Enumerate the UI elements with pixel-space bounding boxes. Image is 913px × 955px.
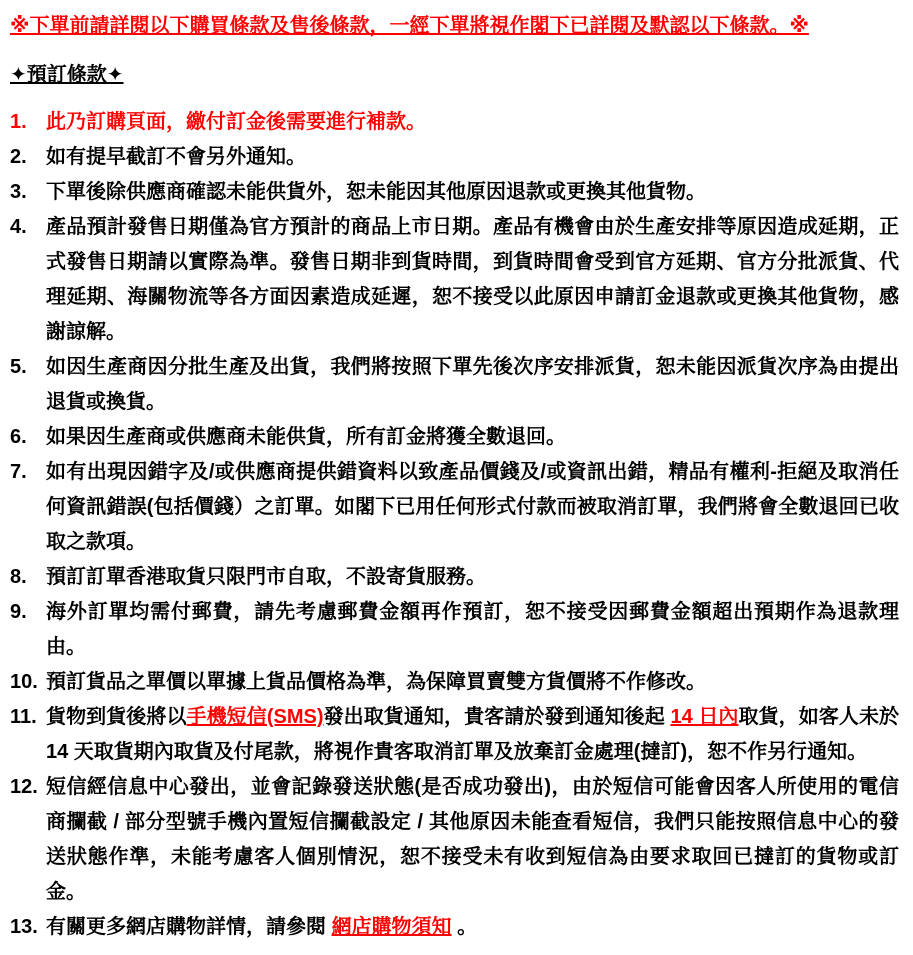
term-item-10 bbox=[10, 665, 899, 700]
term-item-8 bbox=[10, 560, 899, 595]
term-item-6 bbox=[10, 420, 899, 455]
term-item-3 bbox=[10, 175, 899, 210]
term-number: 10. bbox=[10, 671, 38, 693]
term-text: 產品預計發售日期僅為官方預計的商品上市日期。產品有機會由於生產安排等原因造成延期，正式發售日期請以實際為準。發售日期非到貨時間，到貨時間會受到官方延期、官方分批派貨、代理延期、海關物流等各方面因素造成延遲，恕不接受以此原因申請訂金退款或更換其他貨物，感謝諒解。 bbox=[46, 216, 899, 343]
term-item-11 bbox=[10, 700, 899, 770]
term-text: 下單後除供應商確認未能供貨外，恕未能因其他原因退款或更換其他貨物。 bbox=[46, 181, 706, 203]
term-item-12 bbox=[10, 770, 899, 910]
text-segment: 取貨，如客人未於 14 天取貨期內取貨及付尾款，將視作貴客取消訂單及放棄訂金處理(撻訂)，恕不作另行通知。 bbox=[46, 706, 900, 763]
term-number: 12. bbox=[10, 776, 38, 798]
term-number: 9. bbox=[10, 601, 27, 623]
text-segment: 發出取貨通知，貴客請於發到通知後起 bbox=[323, 706, 671, 728]
term-number: 1. bbox=[10, 111, 27, 133]
term-number: 2. bbox=[10, 146, 27, 168]
term-text: 海外訂單均需付郵費，請先考慮郵費金額再作預訂，恕不接受因郵費金額超出預期作為退款理由。 bbox=[46, 601, 899, 658]
term-number: 11. bbox=[10, 706, 37, 728]
term-item-2 bbox=[10, 140, 899, 175]
term-text: 如有出現因錯字及/或供應商提供錯資料以致產品價錢及/或資訊出錯，精品有權利-拒絕及取消任何資訊錯誤(包括價錢）之訂單。如閣下已用任何形式付款而被取消訂單，我們將會全數退回已收取之款項。 bbox=[46, 461, 899, 553]
sms-notice-emphasis: 手機短信(SMS) bbox=[186, 706, 324, 728]
term-text: 如因生產商因分批生產及出貨，我們將按照下單先後次序安排派貨，恕未能因派貨次序為由提出退貨或換貨。 bbox=[46, 356, 899, 413]
term-item-13 bbox=[10, 910, 899, 945]
pickup-deadline-emphasis: 14 日內 bbox=[670, 706, 739, 728]
term-text: 預訂貨品之單價以單據上貨品價格為準，為保障買賣雙方貨價將不作修改。 bbox=[46, 671, 706, 693]
term-text bbox=[46, 910, 899, 945]
shop-guide-link[interactable]: 網店購物須知 bbox=[331, 916, 452, 938]
term-item-5 bbox=[10, 350, 899, 420]
text-segment: 。 bbox=[451, 916, 478, 938]
term-number: 13. bbox=[10, 916, 38, 938]
term-text: 如果因生產商或供應商未能供貨，所有訂金將獲全數退回。 bbox=[46, 426, 566, 448]
term-number: 8. bbox=[10, 566, 27, 588]
term-item-7 bbox=[10, 455, 899, 560]
section-title-preorder-terms: ✦預訂條款✦ bbox=[10, 64, 124, 86]
terms-list bbox=[10, 105, 899, 945]
term-number: 6. bbox=[10, 426, 27, 448]
term-text: 預訂訂單香港取貨只限門市自取，不設寄貨服務。 bbox=[46, 566, 486, 588]
term-text bbox=[46, 700, 899, 770]
terms-notice-header: ※下單前請詳閱以下購買條款及售後條款，一經下單將視作閣下已詳閱及默認以下條款。※ bbox=[10, 15, 809, 37]
term-text: 此乃訂購頁面，繳付訂金後需要進行補款。 bbox=[46, 111, 426, 133]
text-segment: 有關更多網店購物詳情，請參閱 bbox=[46, 916, 332, 938]
term-number: 3. bbox=[10, 181, 27, 203]
term-number: 7. bbox=[10, 461, 27, 483]
term-item-9 bbox=[10, 595, 899, 665]
term-number: 4. bbox=[10, 216, 27, 238]
term-text: 短信經信息中心發出，並會記錄發送狀態(是否成功發出)，由於短信可能會因客人所使用的電信商攔截 / 部分型號手機內置短信攔截設定 / 其他原因未能查看短信，我們只能按照信息中心的發送狀態作準，未能考慮客人個別情況，恕不接受未有收到短信為由要求取回已撻訂的貨物或訂金。 bbox=[46, 776, 899, 903]
text-segment: 貨物到貨後將以 bbox=[46, 706, 187, 728]
term-item-4 bbox=[10, 210, 899, 350]
term-item-1 bbox=[10, 105, 899, 140]
term-text: 如有提早截訂不會另外通知。 bbox=[46, 146, 306, 168]
term-number: 5. bbox=[10, 356, 27, 378]
